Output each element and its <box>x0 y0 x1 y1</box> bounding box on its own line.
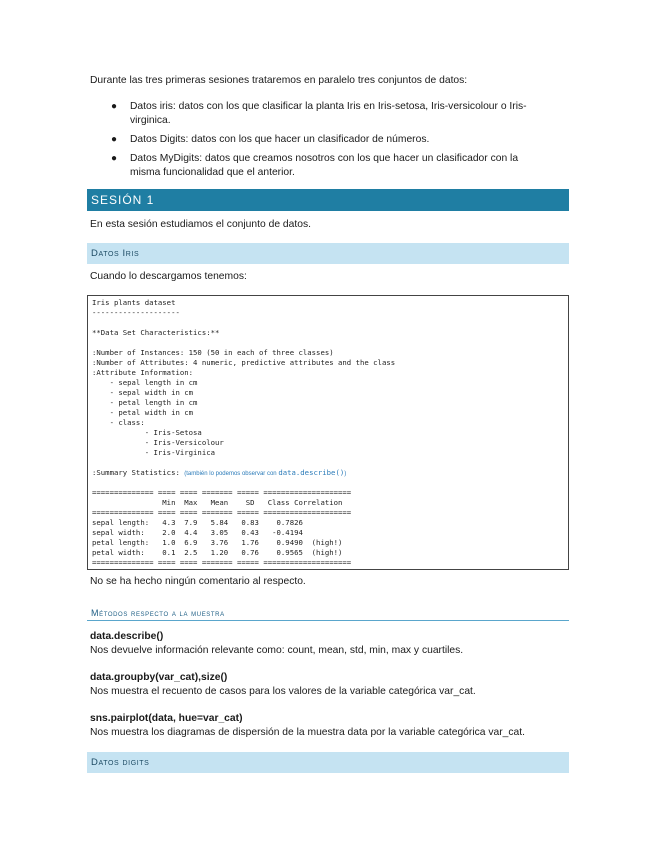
list-item: ● Datos Digits: datos con los que hacer un clasificador de números. <box>111 134 430 145</box>
code-line <box>92 318 564 328</box>
code-line: sepal width: 2.0 4.4 3.05 0.43 -0.4194 <box>92 528 303 537</box>
code-line <box>92 478 564 488</box>
code-line: Iris plants dataset <box>92 298 176 307</box>
code-line: - sepal width in cm <box>92 388 194 397</box>
code-line: - class: <box>92 418 145 427</box>
code-line: - Iris-Versicolour <box>92 438 224 447</box>
code-line: :Number of Attributes: 4 numeric, predictive attributes and the class <box>92 358 396 367</box>
no-comment-text: No se ha hecho ningún comentario al respecto. <box>90 576 306 587</box>
code-line: :Number of Instances: 150 (50 in each of three classes) <box>92 348 334 357</box>
code-line: :Attribute Information: <box>92 368 194 377</box>
subsection-heading-metodos: Métodos respecto a la muestra <box>87 606 569 621</box>
method-item-pairplot <box>90 712 570 740</box>
code-line: ============== ==== ==== ======= ===== ==================== <box>92 508 352 517</box>
method-name: data.groupby(var_cat),size() <box>90 672 228 683</box>
method-description: Nos muestra el recuento de casos para los valores de la variable categórica var_cat. <box>90 686 476 697</box>
code-line <box>92 458 564 468</box>
code-line <box>92 338 564 348</box>
code-line: - petal length in cm <box>92 398 198 407</box>
code-line: - Iris-Setosa <box>92 428 202 437</box>
code-line: - petal width in cm <box>92 408 194 417</box>
code-line: Min Max Mean SD Class Correlation <box>92 498 343 507</box>
subsection-heading-datos-digits: Datos digits <box>87 752 569 773</box>
summary-statistics-line: :Summary Statistics: (también lo podemos observar con data.describe()) <box>92 468 347 477</box>
dataset-description-code <box>87 295 569 570</box>
method-name: data.describe() <box>90 631 164 642</box>
subsection-heading-datos-iris: Datos Iris <box>87 243 569 264</box>
code-line: - Iris-Virginica <box>92 448 216 457</box>
code-line: **Data Set Characteristics:** <box>92 328 220 337</box>
code-line: ============== ==== ==== ======= ===== ==================== <box>92 558 352 567</box>
bullet-icon: ● <box>111 134 118 145</box>
code-line: ============== ==== ==== ======= ===== ==================== <box>92 488 352 497</box>
method-item-groupby <box>90 671 570 699</box>
method-description: Nos muestra los diagramas de dispersión de la muestra data por la variable categórica var_cat. <box>90 727 525 738</box>
section-intro: En esta sesión estudiamos el conjunto de datos. <box>90 219 311 230</box>
dataset-list <box>90 100 550 185</box>
section-heading-sesion-1: SESIÓN 1 <box>87 189 569 211</box>
list-item: ● Datos MyDigits: datos que creamos nosotros con los que hacer un clasificador con la misma funcionalidad que el anterior. <box>111 153 519 178</box>
code-line: petal length: 1.0 6.9 3.76 1.76 0.9490 (high!) <box>92 538 343 547</box>
describe-function: data.describe() <box>278 468 345 477</box>
bullet-icon: ● <box>111 101 118 112</box>
method-description: Nos devuelve información relevante como: count, mean, std, min, max y cuartiles. <box>90 645 464 656</box>
method-item-describe <box>90 630 570 658</box>
code-line: - sepal length in cm <box>92 378 198 387</box>
list-item: ● Datos iris: datos con los que clasificar la planta Iris en Iris-setosa, Iris-versicolour o Iris-virginica. <box>111 101 527 126</box>
bullet-icon: ● <box>111 153 118 164</box>
summary-note: (también lo podemos observar con <box>184 471 279 477</box>
method-name: sns.pairplot(data, hue=var_cat) <box>90 713 243 724</box>
code-line: petal width: 0.1 2.5 1.20 0.76 0.9565 (high!) <box>92 548 343 557</box>
code-line: -------------------- <box>92 308 180 317</box>
intro-paragraph: Durante las tres primeras sesiones trataremos en paralelo tres conjuntos de datos: <box>90 75 468 86</box>
code-line: sepal length: 4.3 7.9 5.84 0.83 0.7826 <box>92 518 303 527</box>
download-text: Cuando lo descargamos tenemos: <box>90 271 247 282</box>
